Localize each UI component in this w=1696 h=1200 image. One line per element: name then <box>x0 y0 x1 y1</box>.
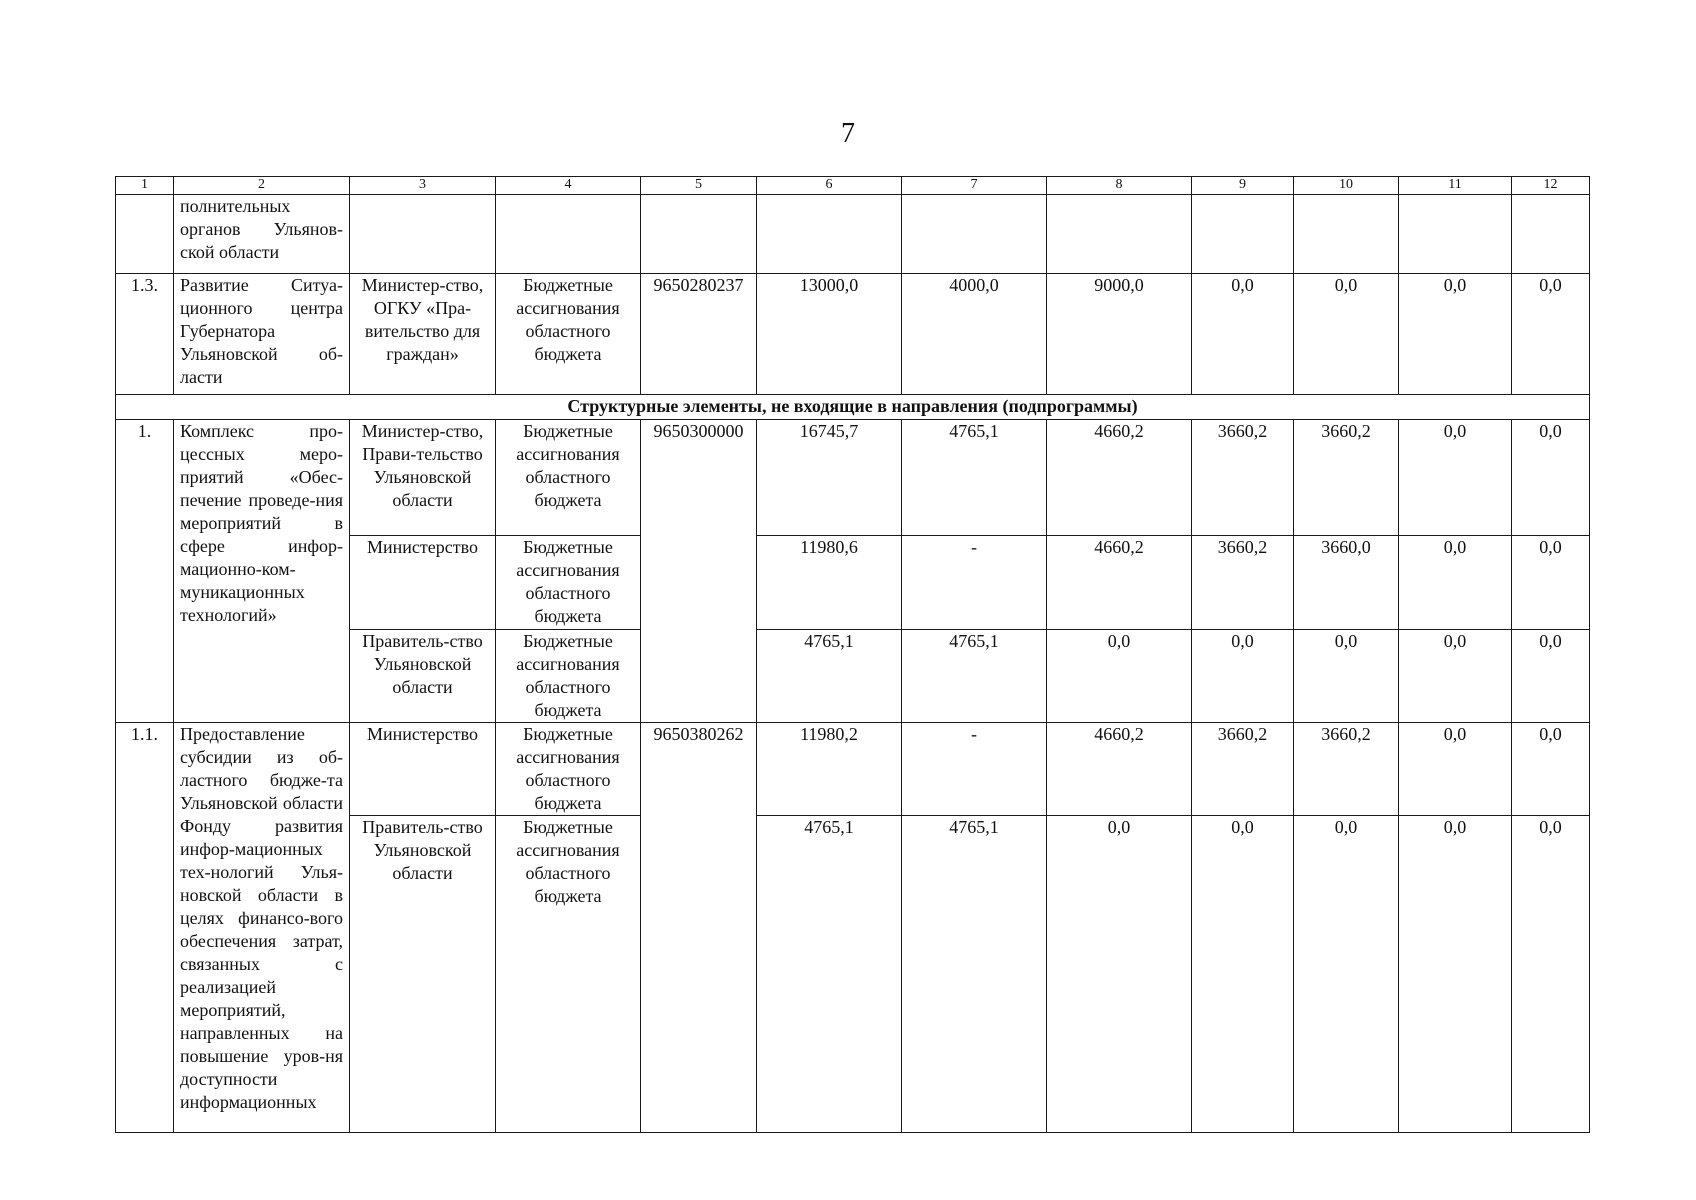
value-year-1: - <box>902 536 1047 630</box>
value-year-1: 4765,1 <box>902 630 1047 723</box>
budget-code: 9650300000 <box>641 420 757 723</box>
value-total: 4765,1 <box>757 816 902 1133</box>
column-header: 6 <box>757 177 902 195</box>
value-year-5: 0,0 <box>1399 420 1512 536</box>
column-header: 8 <box>1047 177 1192 195</box>
budget-code: 9650380262 <box>641 723 757 1133</box>
value-total: 11980,2 <box>757 723 902 816</box>
executor: Министер-ство, ОГКУ «Пра-вительство для граждан» <box>350 274 496 395</box>
value-year-5: 0,0 <box>1399 630 1512 723</box>
funding-source: Бюджетные ассигнования областного бюджета <box>496 274 641 395</box>
funding-source: Бюджетные ассигнования областного бюджета <box>496 536 641 630</box>
value-year-6: 0,0 <box>1512 536 1590 630</box>
value-year-2: 0,0 <box>1047 630 1192 723</box>
funding-source: Бюджетные ассигнования областного бюджета <box>496 723 641 816</box>
budget-code: 9650280237 <box>641 274 757 395</box>
value-year-3: 3660,2 <box>1192 723 1294 816</box>
value-year-6: 0,0 <box>1512 420 1590 536</box>
value-year-3: 3660,2 <box>1192 420 1294 536</box>
value-year-6: 0,0 <box>1512 274 1590 395</box>
executor: Министер-ство, Прави-тельство Ульяновской области <box>350 420 496 536</box>
value-year-6: 0,0 <box>1512 630 1590 723</box>
budget-table <box>115 176 1590 1133</box>
activity-name: Комплекс про-цессных меро-приятий «Обес-печение проведе-ния мероприятий в сфере инфор-мационно-ком-муникационных технологий» <box>174 420 350 723</box>
section-title: Структурные элементы, не входящие в направления (подпрограммы) <box>116 395 1590 420</box>
executor: Правитель-ство Ульяновской области <box>350 816 496 1133</box>
column-header: 10 <box>1294 177 1399 195</box>
value-year-5: 0,0 <box>1399 274 1512 395</box>
value-total: 13000,0 <box>757 274 902 395</box>
value-year-4: 3660,2 <box>1294 723 1399 816</box>
column-header: 7 <box>902 177 1047 195</box>
column-header: 2 <box>174 177 350 195</box>
value-year-4: 0,0 <box>1294 630 1399 723</box>
column-header: 3 <box>350 177 496 195</box>
value-year-1: - <box>902 723 1047 816</box>
column-header: 9 <box>1192 177 1294 195</box>
row-number: 1.1. <box>116 723 174 1133</box>
value-year-3: 0,0 <box>1192 630 1294 723</box>
value-year-4: 3660,0 <box>1294 536 1399 630</box>
column-number-header-row <box>116 177 1590 195</box>
value-year-6: 0,0 <box>1512 816 1590 1133</box>
value-year-1: 4765,1 <box>902 420 1047 536</box>
value-year-2: 9000,0 <box>1047 274 1192 395</box>
value-year-4: 3660,2 <box>1294 420 1399 536</box>
value-year-2: 4660,2 <box>1047 723 1192 816</box>
value-total: 11980,6 <box>757 536 902 630</box>
value-year-2: 4660,2 <box>1047 420 1192 536</box>
table-row-continuation <box>116 195 1590 274</box>
value-year-5: 0,0 <box>1399 723 1512 816</box>
value-year-6: 0,0 <box>1512 723 1590 816</box>
executor: Правитель-ство Ульяновской области <box>350 630 496 723</box>
column-header: 11 <box>1399 177 1512 195</box>
value-total: 16745,7 <box>757 420 902 536</box>
table-row-1 <box>116 420 1590 536</box>
value-year-1: 4000,0 <box>902 274 1047 395</box>
value-year-4: 0,0 <box>1294 816 1399 1133</box>
value-year-2: 0,0 <box>1047 816 1192 1133</box>
column-header: 5 <box>641 177 757 195</box>
executor: Министерство <box>350 536 496 630</box>
value-year-2: 4660,2 <box>1047 536 1192 630</box>
executor: Министерство <box>350 723 496 816</box>
column-header: 1 <box>116 177 174 195</box>
value-year-3: 3660,2 <box>1192 536 1294 630</box>
value-year-1: 4765,1 <box>902 816 1047 1133</box>
value-year-3: 0,0 <box>1192 274 1294 395</box>
row-number: 1. <box>116 420 174 723</box>
row-number: 1.3. <box>116 274 174 395</box>
section-row <box>116 395 1590 420</box>
column-header: 12 <box>1512 177 1590 195</box>
funding-source: Бюджетные ассигнования областного бюджета <box>496 816 641 1133</box>
activity-name: Предоставление субсидии из об-ластного бюдже-та Ульяновской области Фонду развития инфор-мационных тех-нологий Улья-новской области в целях финансо-вого обеспечения затрат, связанных с реализацией мероприятий, направленных на повышение уров-ня доступности информационных <box>174 723 350 1133</box>
table-row-1-3 <box>116 274 1590 395</box>
funding-source: Бюджетные ассигнования областного бюджета <box>496 630 641 723</box>
value-total: 4765,1 <box>757 630 902 723</box>
value-year-5: 0,0 <box>1399 536 1512 630</box>
table-row-1-1 <box>116 723 1590 816</box>
funding-source: Бюджетные ассигнования областного бюджета <box>496 420 641 536</box>
activity-name: Развитие Ситуа-ционного центра Губернатора Ульяновской об-ласти <box>174 274 350 395</box>
activity-name: полнительных органов Ульянов-ской области <box>174 195 350 274</box>
value-year-4: 0,0 <box>1294 274 1399 395</box>
value-year-5: 0,0 <box>1399 816 1512 1133</box>
value-year-3: 0,0 <box>1192 816 1294 1133</box>
column-header: 4 <box>496 177 641 195</box>
page-number: 7 <box>841 118 855 149</box>
